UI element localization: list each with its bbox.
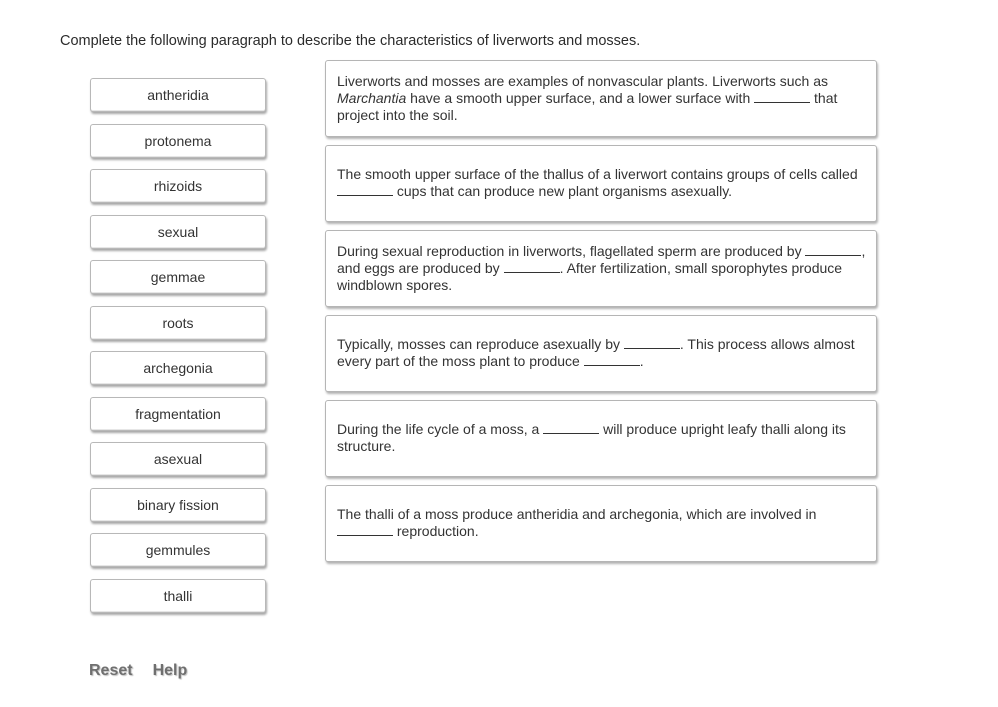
sentence-target-1[interactable] xyxy=(325,60,877,137)
answer-blank[interactable] xyxy=(337,524,393,536)
word-bank xyxy=(90,78,266,624)
instruction-text: Complete the following paragraph to describe the characteristics of liverworts and mosses. xyxy=(60,33,641,49)
sentence-target-3[interactable] xyxy=(325,230,877,307)
sentence-text: The smooth upper surface of the thallus of a liverwort contains groups of cells called cups that can produce new plant organisms asexually. xyxy=(337,166,858,199)
answer-blank[interactable] xyxy=(504,261,560,273)
word-chip-antheridia[interactable]: antheridia xyxy=(90,78,266,112)
word-chip-asexual[interactable]: asexual xyxy=(90,442,266,476)
answer-blank[interactable] xyxy=(543,422,599,434)
word-chip-protonema[interactable]: protonema xyxy=(90,124,266,158)
word-chip-fragmentation[interactable]: fragmentation xyxy=(90,397,266,431)
sentence-text: Typically, mosses can reproduce asexually by . This process allows almost every part of the moss plant to produce . xyxy=(337,336,855,369)
help-button[interactable]: Help xyxy=(152,662,188,679)
sentence-targets xyxy=(325,60,877,570)
sentence-text: During sexual reproduction in liverworts, flagellated sperm are produced by , and eggs are produced by . After fertilization, small sporophytes produce windblown spores. xyxy=(337,242,866,293)
reset-button[interactable]: Reset xyxy=(89,662,133,679)
sentence-text: The thalli of a moss produce antheridia and archegonia, which are involved in reproduction. xyxy=(337,506,817,539)
word-chip-gemmae[interactable]: gemmae xyxy=(90,260,266,294)
answer-blank[interactable] xyxy=(624,337,680,349)
word-chip-archegonia[interactable]: archegonia xyxy=(90,351,266,385)
answer-blank[interactable] xyxy=(754,91,810,103)
word-chip-roots[interactable]: roots xyxy=(90,306,266,340)
sentence-target-6[interactable] xyxy=(325,485,877,562)
sentence-text: Liverworts and mosses are examples of nonvascular plants. Liverworts such as Marchantia have a smooth upper surface, and a lower surface with that project into the soil. xyxy=(337,72,838,123)
sentence-target-2[interactable] xyxy=(325,145,877,222)
word-chip-binary-fission[interactable]: binary fission xyxy=(90,488,266,522)
sentence-target-4[interactable] xyxy=(325,315,877,392)
word-chip-sexual[interactable]: sexual xyxy=(90,215,266,249)
answer-blank[interactable] xyxy=(337,184,393,196)
controls xyxy=(89,662,187,680)
answer-blank[interactable] xyxy=(584,354,640,366)
sentence-text: During the life cycle of a moss, a will produce upright leafy thalli along its structure. xyxy=(337,421,846,454)
sentence-target-5[interactable] xyxy=(325,400,877,477)
word-chip-gemmules[interactable]: gemmules xyxy=(90,533,266,567)
answer-blank[interactable] xyxy=(805,244,861,256)
word-chip-thalli[interactable]: thalli xyxy=(90,579,266,613)
word-chip-rhizoids[interactable]: rhizoids xyxy=(90,169,266,203)
